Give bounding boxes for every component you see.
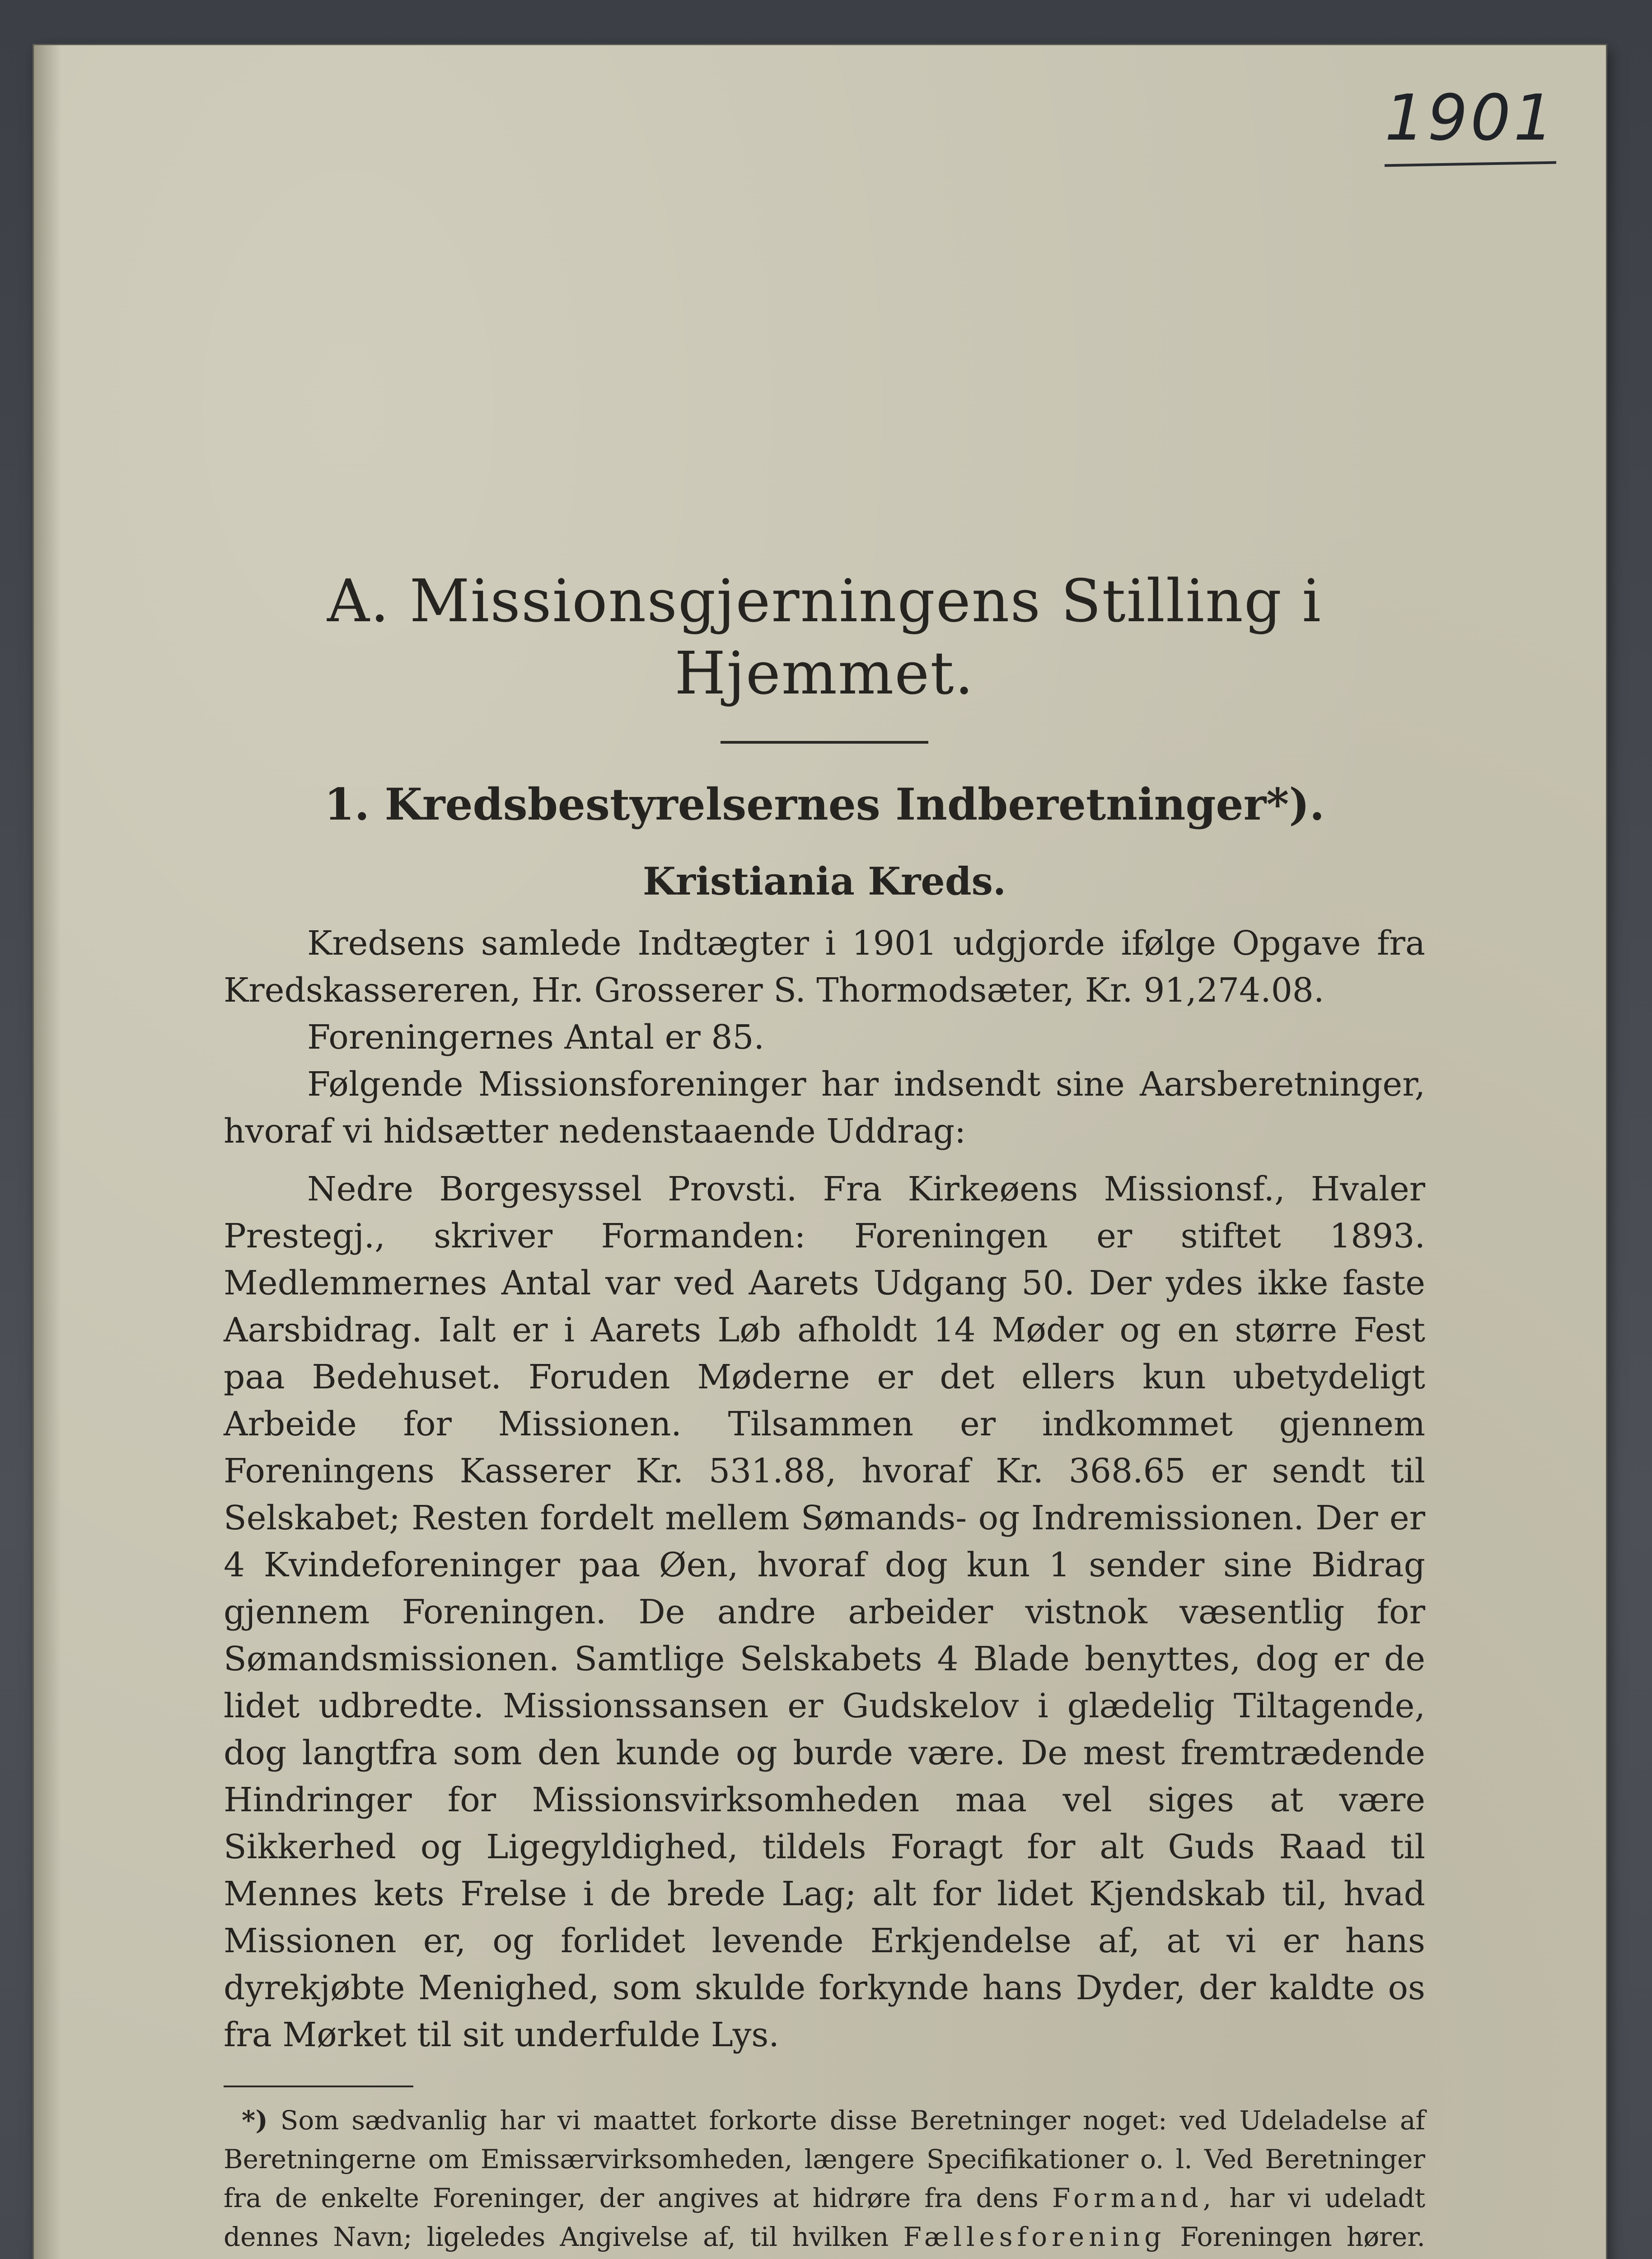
subsection-heading: 1. Kredsbestyrelsernes Indberetninger*).: [324, 779, 1325, 830]
footnote-spaced-2: Fællesforening: [903, 2222, 1166, 2252]
district-heading: Kristiania Kreds.: [642, 859, 1006, 904]
paragraph-intro: Følgende Missionsforeninger har indsendt sine Aarsberetninger, hvoraf vi hidsætter nedenstaaende Uddrag:: [224, 1065, 1425, 1151]
paragraph-income: Kredsens samlede Indtægter i 1901 udgjorde ifølge Opgave fra Kredskassereren, Hr. Grosserer S. Thormodsæter, Kr. 91,274.08.: [224, 924, 1425, 1010]
document-page: [34, 45, 1606, 2259]
footnote-signature: [1291, 2256, 1371, 2259]
paragraph-count: Foreningernes Antal er 85.: [307, 1018, 765, 1057]
page-content: [224, 565, 1425, 2259]
bleed-through-text: [224, 271, 1443, 587]
footnote-mark: *): [242, 2105, 268, 2136]
footnote-text-3: Foreningen hører.: [1180, 2222, 1425, 2252]
footnote-rule: [224, 2086, 413, 2087]
footnote-spaced-1: Formand,: [1052, 2183, 1216, 2213]
page-edge-shadow: [34, 45, 61, 2259]
section-heading: A. Missionsgjerningens Stilling i Hjemmet.: [327, 567, 1322, 708]
paragraph-report: Nedre Borgesyssel Provsti. Fra Kirkeøens Missionsf., Hvaler Prestegj., skriver Formanden: Foreningen er stiftet 1893. Medlemmernes Antal var ved Aarets Udgang 50. Der ydes ikke faste Aarsbidrag. Ialt er i Aarets Løb afholdt 14 Møder og en større Fest paa Bedehuset. Foruden Møderne er det ellers kun ubetydeligt Arbeide for Missionen. Tilsammen er indkommet gjennem Foreningens Kasserer Kr. 531.88, hvoraf Kr. 368.65 er sendt til Selskabet; Resten fordelt mellem Sømands- og Indremissionen. Der er 4 Kvindeforeninger paa Øen, hvoraf dog kun 1 sender sine Bidrag gjennem Foreningen. De andre arbeider vistnok væsentlig for Sømandsmissionen. Samtlige Selskabets 4 Blade benyttes, dog er de lidet udbredte. Missionssansen er Gudskelov i glædelig Tiltagende, dog langtfra som den kunde og burde være. De mest fremtrædende Hindringer for Missionsvirksomheden maa vel siges at være Sikkerhed og Ligegyldighed, tildels Foragt for alt Guds Raad til Mennes kets Frelse i de brede Lag; alt for lidet Kjendskab til, hvad Missionen er, og forlidet levende Erkjendelse af, at vi er hans dyrekjøbte Menighed, som skulde forkynde hans Dyder, der kaldte os fra Mørket til sit underfulde Lys.: [224, 1170, 1425, 2054]
handwritten-underline: [1385, 161, 1556, 167]
footnote-text-1: Som sædvanlig har vi maattet forkorte disse Beretninger noget: ved Udeladelse af Beretningerne om Emissærvirksomheden, længere Specifikationer o. l. Ved Beretninger fra de enkelte Foreninger, der angives at hidrøre fra dens: [224, 2105, 1425, 2213]
footnote: [224, 2101, 1425, 2259]
handwritten-year: 1901: [1385, 81, 1557, 155]
heading-rule: [721, 741, 928, 744]
footnote-text-2: har vi udeladt dennes Navn; ligeledes Angivelse af, til hvilken: [224, 2183, 1426, 2252]
